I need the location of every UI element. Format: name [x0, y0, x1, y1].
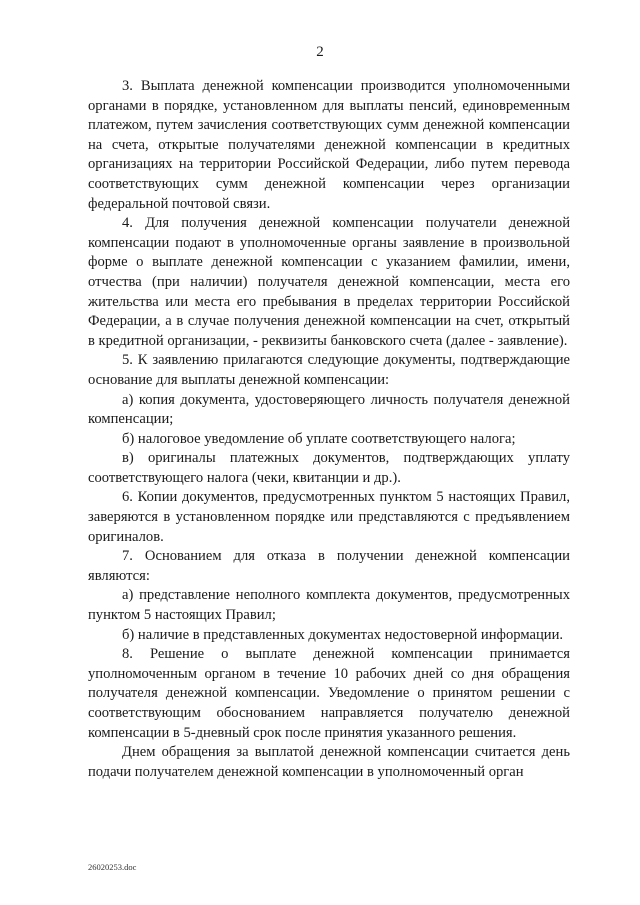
paragraph-5-b: б) налоговое уведомление об уплате соответствующего налога; [122, 430, 516, 447]
paragraph-7: 7. Основанием для отказа в получении денежной компенсации являются: [88, 548, 570, 584]
paragraph-3: 3. Выплата денежной компенсации производится уполномоченными органами в порядке, установленном для выплаты пенсий, единовременным платежом, путем зачисления соответствующих сумм денежной компенсации на счета, открытые получателями денежной компенсации в кредитных организациях на территории Российской Федерации, либо путем перевода соответствующих сумм денежной компенсации через организации федеральной почтовой связи. [88, 78, 570, 212]
paragraph-5: 5. К заявлению прилагаются следующие документы, подтверждающие основание для выплаты денежной компенсации: [88, 352, 570, 388]
paragraph-8-continued: Днем обращения за выплатой денежной компенсации считается день подачи получателем денежной компенсации в уполномоченный орган [88, 744, 570, 780]
paragraph-8: 8. Решение о выплате денежной компенсации принимается уполномоченным органом в течение 10 рабочих дней со дня обращения получателя денежной компенсации. Уведомление о принятом решении с соответствующим обоснованием направляется получателю денежной компенсации в 5-дневный срок после принятия указанного решения. [88, 646, 570, 741]
footer-document-code: 26020253.doc [88, 862, 137, 872]
document-body [88, 77, 570, 782]
paragraph-5-v: в) оригиналы платежных документов, подтверждающих уплату соответствующего налога (чеки, квитанции и др.). [88, 450, 570, 486]
page-number: 2 [316, 44, 324, 60]
paragraph-4: 4. Для получения денежной компенсации получатели денежной компенсации подают в уполномоченные органы заявление в произвольной форме о выплате денежной компенсации с указанием фамилии, имени, отчества (при наличии) получателя денежной компенсации, места его жительства или места его пребывания в пределах территории Российской Федерации, а в случае получения денежной компенсации на счет, открытый в кредитной организации, - реквизиты банковского счета (далее - заявление). [88, 215, 570, 349]
paragraph-7-b: б) наличие в представленных документах недостоверной информации. [122, 626, 564, 643]
paragraph-7-a: а) представление неполного комплекта документов, предусмотренных пунктом 5 настоящих Правил; [88, 587, 570, 624]
paragraph-5-a: а) копия документа, удостоверяющего личность получателя денежной компенсации; [88, 391, 570, 428]
paragraph-6: 6. Копии документов, предусмотренных пунктом 5 настоящих Правил, заверяются в установленном порядке или представляются с предъявлением оригиналов. [88, 489, 570, 545]
